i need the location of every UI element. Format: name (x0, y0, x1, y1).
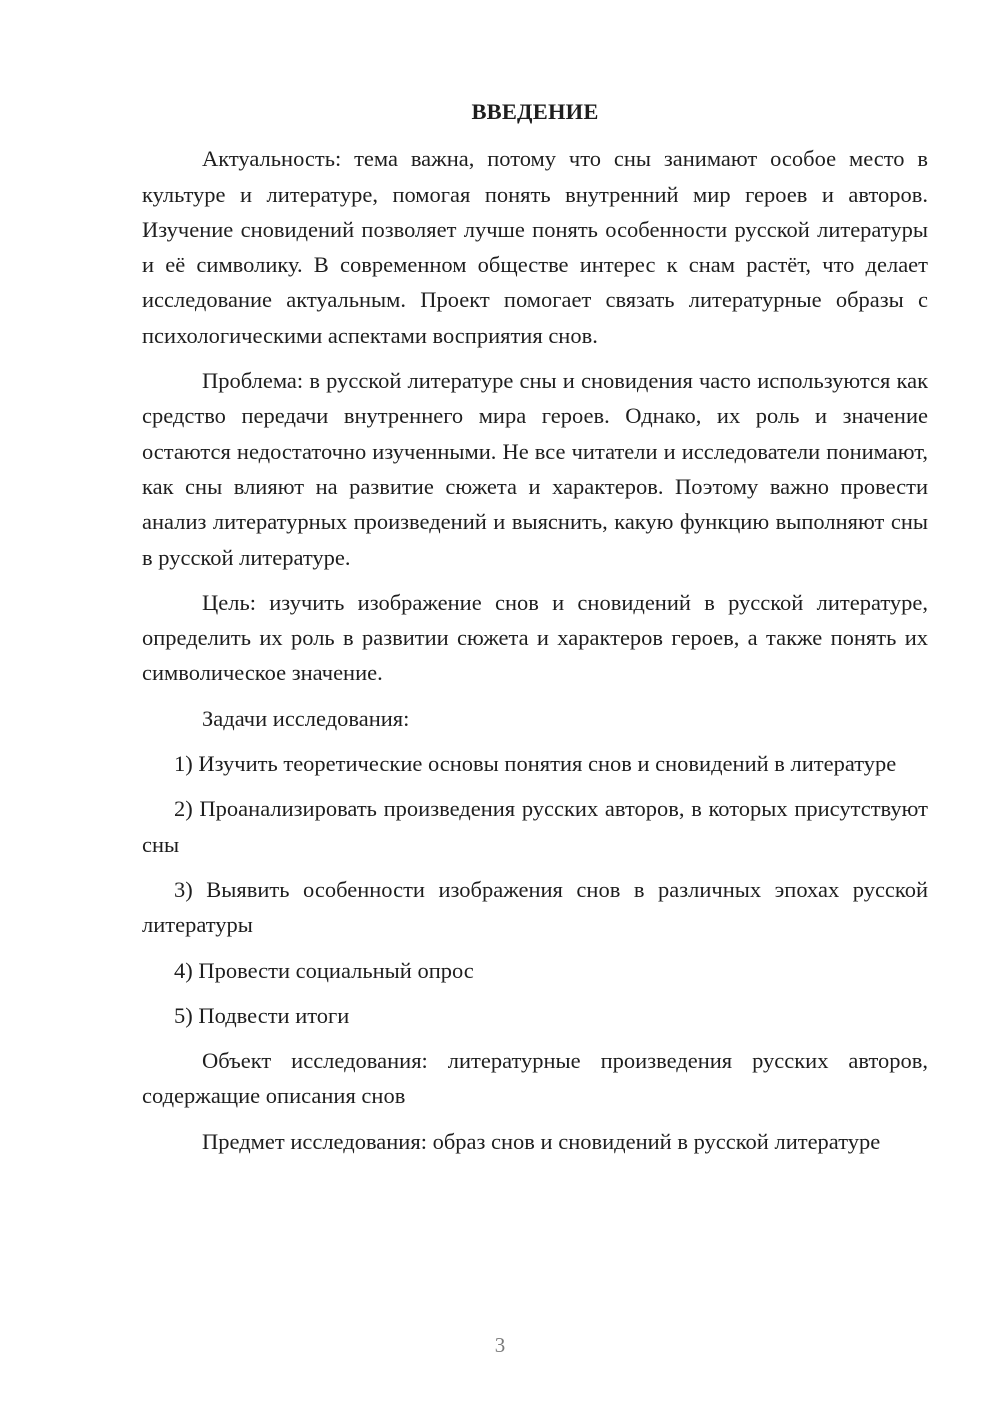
paragraph-subject: Предмет исследования: образ снов и сновидений в русской литературе (202, 1128, 881, 1154)
list-item: 1) Изучить теоретические основы понятия снов и сновидений в литературе (174, 751, 897, 777)
paragraph-relevance: Актуальность: тема важна, потому что сны занимают особое место в культуре и литературе, помогая понять внутренний мир героев и авторов. Изучение сновидений позволяет лучше понять особенности русской литературы и её символику. В современном обществе интерес к снам растёт, что делает исследование актуальным. Проект помогает связать литературные образы с психологическими аспектами восприятия снов. (142, 146, 928, 348)
page-title: ВВЕДЕНИЕ (471, 99, 599, 124)
list-item: 3) Выявить особенности изображения снов в различных эпохах русской литературы (142, 876, 928, 938)
page-body (142, 94, 928, 1169)
paragraph-goal: Цель: изучить изображение снов и сновидений в русской литературе, определить их роль в развитии сюжета и характеров героев, а также понять их символическое значение. (142, 589, 928, 686)
list-item: 2) Проанализировать произведения русских авторов, в которых присутствуют сны (142, 796, 928, 857)
paragraph-problem: Проблема: в русской литературе сны и сновидения часто используются как средство передачи внутреннего мира героев. Однако, их роль и значение остаются недостаточно изученными. Не все читатели и исследователи понимают, как сны влияют на развитие сюжета и характеров. Поэтому важно провести анализ литературных произведений и выяснить, какую функцию выполняют сны в русской литературе. (142, 368, 928, 570)
tasks-list (142, 746, 928, 1033)
list-item: 4) Провести социальный опрос (174, 957, 474, 983)
tasks-heading: Задачи исследования: (202, 705, 410, 731)
list-item: 5) Подвести итоги (174, 1002, 350, 1028)
page-number: 3 (494, 1333, 506, 1357)
paragraph-object: Объект исследования: литературные произведения русских авторов, содержащие описания снов (142, 1048, 928, 1109)
